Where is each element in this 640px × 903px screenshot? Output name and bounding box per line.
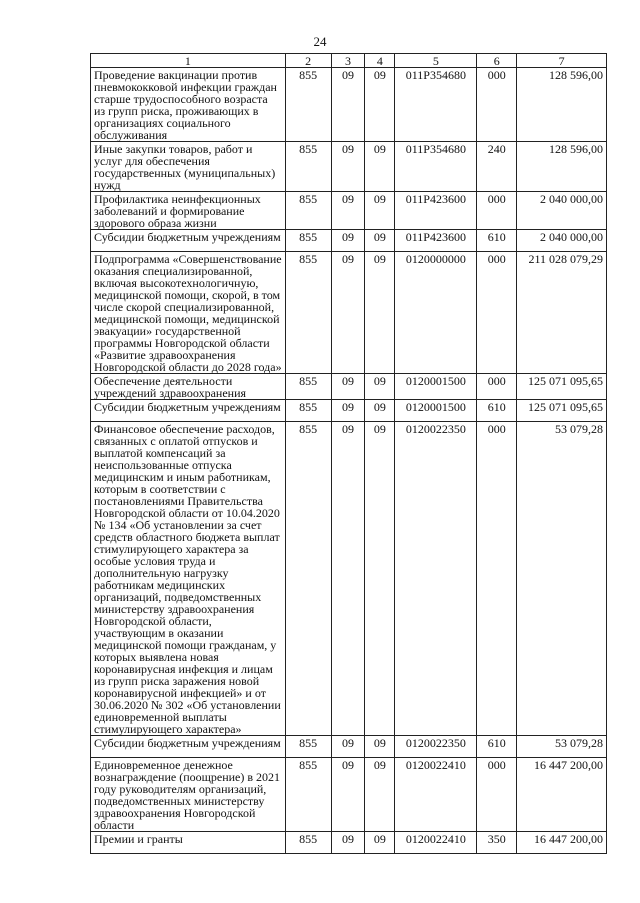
table-row xyxy=(91,422,607,736)
column-header: 6 xyxy=(477,54,517,68)
row-gr-code: 855 xyxy=(285,400,331,422)
row-name: Профилактика неинфекционных заболеваний и формирование здорового образа жизни xyxy=(91,192,286,230)
row-subsection-code: 09 xyxy=(365,230,395,252)
row-gr-code: 855 xyxy=(285,832,331,854)
row-target-article: 0120001500 xyxy=(395,400,477,422)
table-header-row xyxy=(91,54,607,68)
table-row xyxy=(91,758,607,832)
row-expense-type: 000 xyxy=(477,68,517,142)
row-section-code: 09 xyxy=(331,192,365,230)
table-body xyxy=(91,68,607,854)
table-row xyxy=(91,252,607,374)
row-target-article: 011P423600 xyxy=(395,230,477,252)
column-header: 5 xyxy=(395,54,477,68)
row-name: Обеспечение деятельности учреждений здравоохранения xyxy=(91,374,286,400)
row-expense-type: 610 xyxy=(477,400,517,422)
row-name: Единовременное денежное вознаграждение (поощрение) в 2021 году руководителям организаций, подведомственных министерству здравоохранения Новгородской области xyxy=(91,758,286,832)
row-name: Проведение вакцинации против пневмококковой инфекции граждан старше трудоспособного возраста из групп риска, проживающих в организациях социального обслуживания xyxy=(91,68,286,142)
column-header: 3 xyxy=(331,54,365,68)
row-amount: 2 040 000,00 xyxy=(517,230,607,252)
row-expense-type: 240 xyxy=(477,142,517,192)
row-subsection-code: 09 xyxy=(365,832,395,854)
row-amount: 128 596,00 xyxy=(517,68,607,142)
row-gr-code: 855 xyxy=(285,68,331,142)
row-name: Субсидии бюджетным учреждениям xyxy=(91,230,286,252)
column-header: 7 xyxy=(517,54,607,68)
row-section-code: 09 xyxy=(331,252,365,374)
row-gr-code: 855 xyxy=(285,230,331,252)
row-expense-type: 350 xyxy=(477,832,517,854)
row-section-code: 09 xyxy=(331,736,365,758)
table-row xyxy=(91,68,607,142)
row-expense-type: 610 xyxy=(477,736,517,758)
row-section-code: 09 xyxy=(331,422,365,736)
table-row xyxy=(91,192,607,230)
row-section-code: 09 xyxy=(331,374,365,400)
row-gr-code: 855 xyxy=(285,758,331,832)
row-section-code: 09 xyxy=(331,230,365,252)
row-name: Подпрограмма «Совершенствование оказания специализированной, включая высокотехнологичную, медицинской помощи, скорой, в том числе скорой специализированной, медицинской помощи, медицинской эвакуации» государственной программы Новгородской области «Развитие здравоохранения Новгородской области до 2028 года» xyxy=(91,252,286,374)
row-subsection-code: 09 xyxy=(365,68,395,142)
row-name: Субсидии бюджетным учреждениям xyxy=(91,736,286,758)
row-target-article: 0120022410 xyxy=(395,832,477,854)
row-target-article: 011P354680 xyxy=(395,68,477,142)
row-section-code: 09 xyxy=(331,400,365,422)
table-row xyxy=(91,230,607,252)
page-number: 24 xyxy=(313,34,327,49)
row-gr-code: 855 xyxy=(285,374,331,400)
row-subsection-code: 09 xyxy=(365,758,395,832)
row-name: Субсидии бюджетным учреждениям xyxy=(91,400,286,422)
row-target-article: 0120022410 xyxy=(395,758,477,832)
table-row xyxy=(91,374,607,400)
row-target-article: 011P423600 xyxy=(395,192,477,230)
row-gr-code: 855 xyxy=(285,142,331,192)
row-gr-code: 855 xyxy=(285,192,331,230)
row-gr-code: 855 xyxy=(285,736,331,758)
row-amount: 128 596,00 xyxy=(517,142,607,192)
row-subsection-code: 09 xyxy=(365,736,395,758)
column-header: 1 xyxy=(91,54,286,68)
row-section-code: 09 xyxy=(331,832,365,854)
table-row xyxy=(91,400,607,422)
row-subsection-code: 09 xyxy=(365,374,395,400)
row-gr-code: 855 xyxy=(285,422,331,736)
row-expense-type: 000 xyxy=(477,374,517,400)
row-subsection-code: 09 xyxy=(365,142,395,192)
row-target-article: 0120022350 xyxy=(395,422,477,736)
table-row xyxy=(91,142,607,192)
row-amount: 125 071 095,65 xyxy=(517,400,607,422)
row-section-code: 09 xyxy=(331,142,365,192)
row-name: Премии и гранты xyxy=(91,832,286,854)
row-amount: 53 079,28 xyxy=(517,422,607,736)
row-subsection-code: 09 xyxy=(365,252,395,374)
row-amount: 16 447 200,00 xyxy=(517,832,607,854)
table-row xyxy=(91,736,607,758)
row-expense-type: 610 xyxy=(477,230,517,252)
row-subsection-code: 09 xyxy=(365,422,395,736)
row-target-article: 0120022350 xyxy=(395,736,477,758)
row-section-code: 09 xyxy=(331,68,365,142)
row-amount: 125 071 095,65 xyxy=(517,374,607,400)
row-name: Иные закупки товаров, работ и услуг для обеспечения государственных (муниципальных) нужд xyxy=(91,142,286,192)
row-amount: 16 447 200,00 xyxy=(517,758,607,832)
row-target-article: 0120000000 xyxy=(395,252,477,374)
row-section-code: 09 xyxy=(331,758,365,832)
row-expense-type: 000 xyxy=(477,192,517,230)
row-expense-type: 000 xyxy=(477,252,517,374)
column-header: 2 xyxy=(285,54,331,68)
row-amount: 53 079,28 xyxy=(517,736,607,758)
row-gr-code: 855 xyxy=(285,252,331,374)
row-name: Финансовое обеспечение расходов, связанных с оплатой отпусков и выплатой компенсаций за неиспользованные отпуска медицинским и иным работникам, которым в соответствии с постановлениями Правительства Новгородской области от 10.04.2020 № 134 «Об установлении за счет средств областного бюджета выплат стимулирующего характера за особые условия труда и дополнительную нагрузку работникам медицинских организаций, подведомственных министерству здравоохранения Новгородской области, участвующим в оказании медицинской помощи гражданам, у которых выявлена новая коронавирусная инфекция и лицам из групп риска заражения новой коронавирусной инфекцией» и от 30.06.2020 № 302 «Об установлении единовременной выплаты стимулирующего характера» xyxy=(91,422,286,736)
row-subsection-code: 09 xyxy=(365,192,395,230)
table-row xyxy=(91,832,607,854)
row-amount: 211 028 079,29 xyxy=(517,252,607,374)
row-expense-type: 000 xyxy=(477,758,517,832)
row-subsection-code: 09 xyxy=(365,400,395,422)
row-target-article: 0120001500 xyxy=(395,374,477,400)
row-target-article: 011P354680 xyxy=(395,142,477,192)
column-header: 4 xyxy=(365,54,395,68)
row-amount: 2 040 000,00 xyxy=(517,192,607,230)
row-expense-type: 000 xyxy=(477,422,517,736)
budget-table xyxy=(90,53,607,854)
